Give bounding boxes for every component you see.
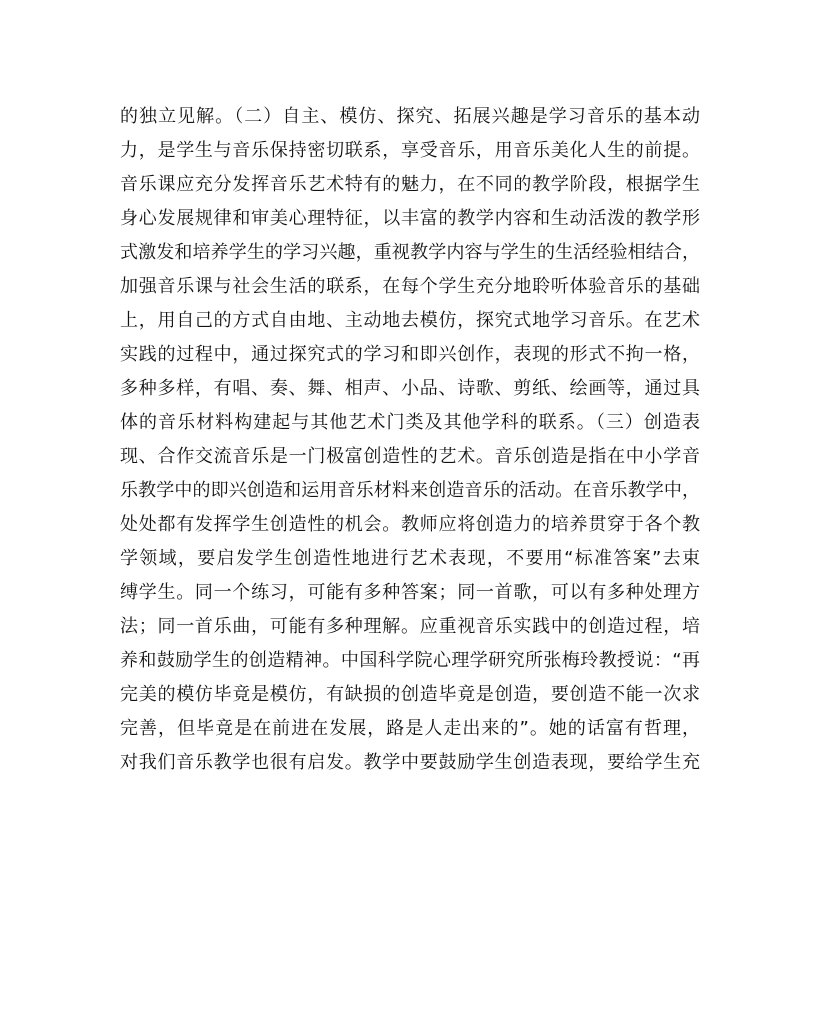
text-line: 完善，但毕竟是在前进在发展，路是人走出来的”。她的话富有哲理， bbox=[120, 718, 700, 739]
text-line: 式激发和培养学生的学习兴趣，重视教学内容与学生的生活经验相结合， bbox=[120, 242, 700, 263]
text-line: 现、合作交流音乐是一门极富创造性的艺术。音乐创造是指在中小学音 bbox=[120, 446, 700, 467]
text-line: 身心发展规律和审美心理特征，以丰富的教学内容和生动活泼的教学形 bbox=[120, 208, 700, 229]
text-line: 缚学生。同一个练习，可能有多种答案；同一首歌，可以有多种处理方 bbox=[120, 582, 700, 603]
text-line: 处处都有发挥学生创造性的机会。教师应将创造力的培养贯穿于各个教 bbox=[120, 514, 700, 535]
body-text bbox=[120, 100, 700, 780]
text-line: 乐教学中的即兴创造和运用音乐材料来创造音乐的活动。在音乐教学中， bbox=[120, 480, 700, 501]
text-line: 多种多样，有唱、奏、舞、相声、小品、诗歌、剪纸、绘画等，通过具 bbox=[120, 378, 700, 399]
text-line: 对我们音乐教学也很有启发。教学中要鼓励学生创造表现，要给学生充 bbox=[120, 752, 700, 773]
text-line: 养和鼓励学生的创造精神。中国科学院心理学研究所张梅玲教授说：“再 bbox=[120, 650, 700, 671]
text-line: 体的音乐材料构建起与其他艺术门类及其他学科的联系。（三）创造表 bbox=[120, 412, 700, 433]
text-line: 加强音乐课与社会生活的联系，在每个学生充分地聆听体验音乐的基础 bbox=[120, 276, 700, 297]
text-line: 法；同一首乐曲，可能有多种理解。应重视音乐实践中的创造过程，培 bbox=[120, 616, 700, 637]
text-line: 学领域，要启发学生创造性地进行艺术表现，不要用“标准答案”去束 bbox=[120, 548, 700, 569]
text-line: 完美的模仿毕竟是模仿，有缺损的创造毕竟是创造，要创造不能一次求 bbox=[120, 684, 700, 705]
text-line: 的独立见解。（二）自主、模仿、探究、拓展兴趣是学习音乐的基本动 bbox=[120, 106, 700, 127]
text-line: 实践的过程中，通过探究式的学习和即兴创作，表现的形式不拘一格， bbox=[120, 344, 700, 365]
text-line: 力，是学生与音乐保持密切联系，享受音乐，用音乐美化人生的前提。 bbox=[120, 140, 700, 161]
text-line: 音乐课应充分发挥音乐艺术特有的魅力，在不同的教学阶段，根据学生 bbox=[120, 174, 700, 195]
text-line: 上，用自己的方式自由地、主动地去模仿，探究式地学习音乐。在艺术 bbox=[120, 310, 700, 331]
